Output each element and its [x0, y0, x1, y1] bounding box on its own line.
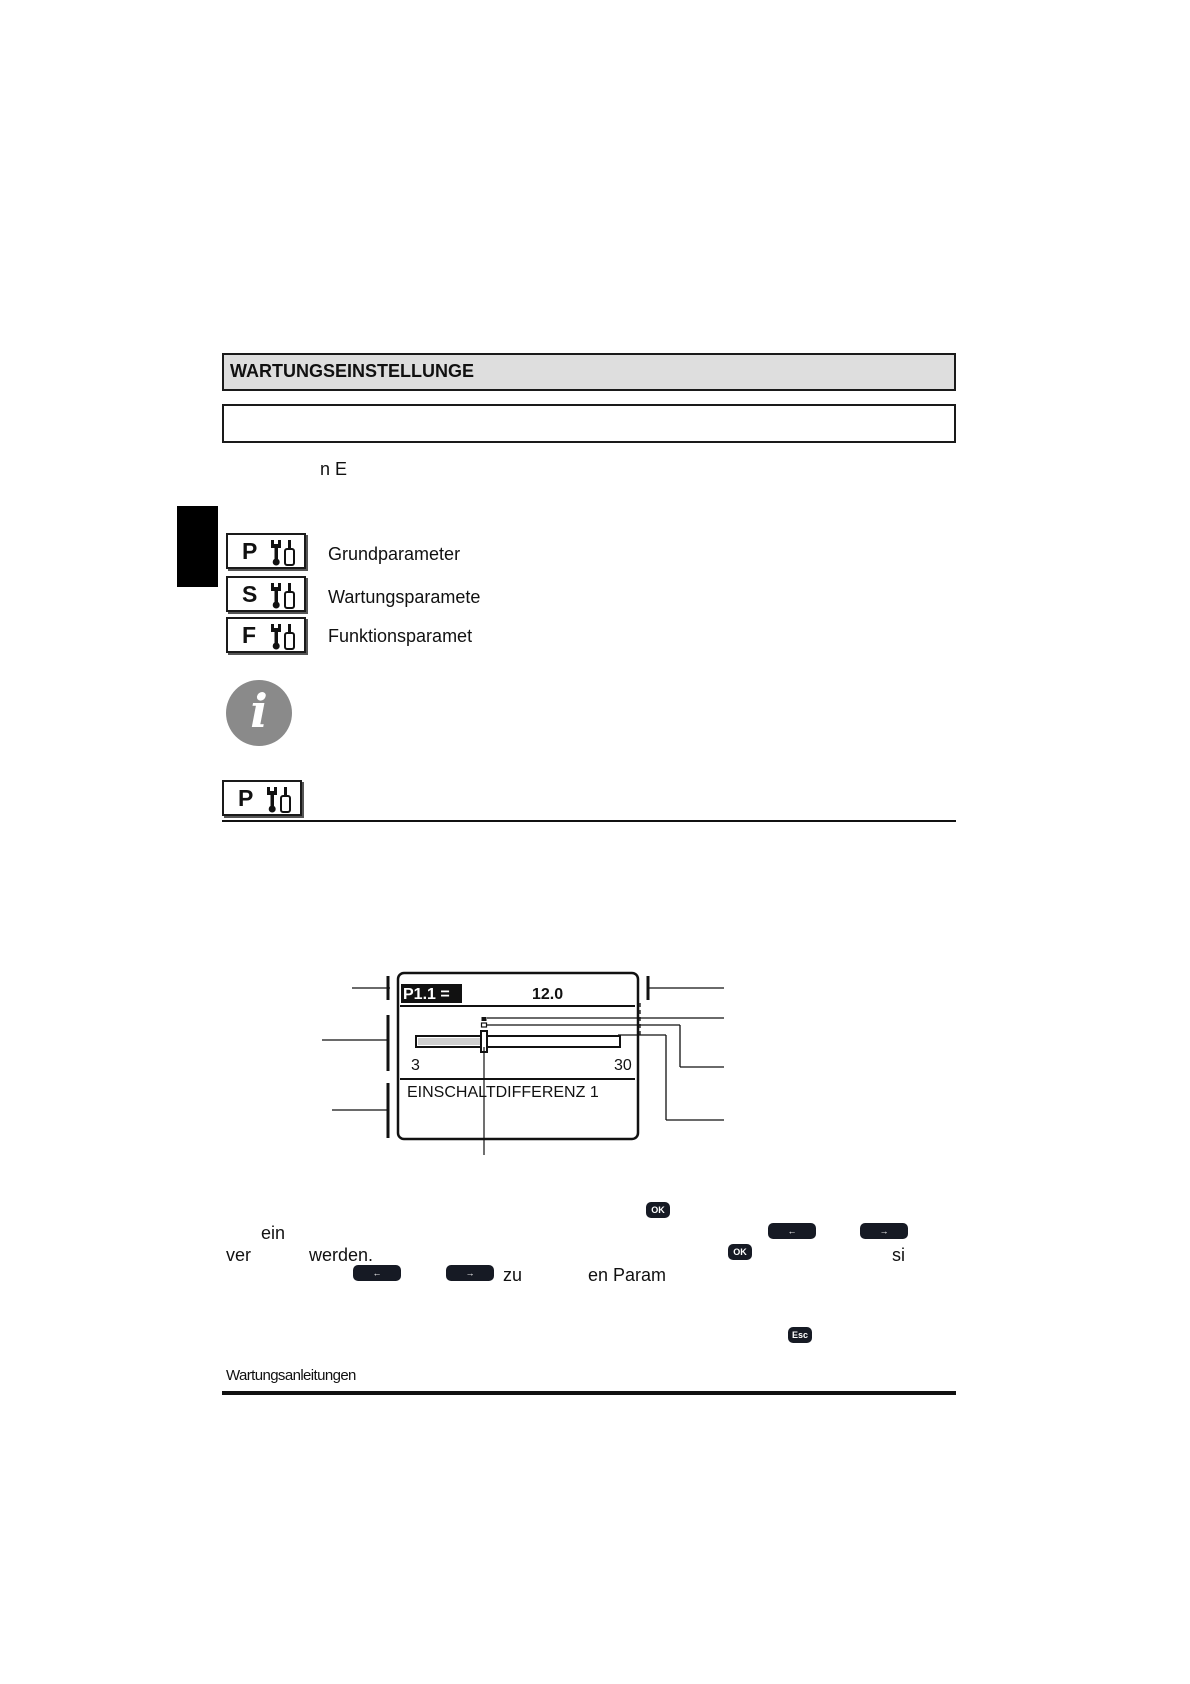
ok-key-icon: OK — [728, 1244, 752, 1260]
instruction-line2-word2: werden. — [309, 1245, 374, 1265]
tools-icon — [264, 787, 294, 813]
param-description-text: EINSCHALTDIFFERENZ 1 — [407, 1084, 599, 1101]
side-tab-marker — [177, 506, 218, 587]
param-group-icon-f — [226, 617, 306, 653]
section-header-box — [222, 353, 956, 391]
left-arrow-key-icon: ← — [768, 1223, 816, 1239]
slider-marker-top — [482, 1017, 487, 1021]
empty-box — [222, 404, 956, 443]
range-max-text: 30 — [614, 1057, 632, 1074]
right-arrow-key-icon: → — [446, 1265, 494, 1281]
param-group-icon-p — [226, 533, 306, 569]
ok-key-icon: OK — [646, 1202, 670, 1218]
footer-rule — [222, 1391, 956, 1395]
instruction-line2-word1: ver — [226, 1245, 252, 1265]
param-group-label-wartung: Wartungsparamete — [328, 587, 481, 607]
section-header-title: WARTUNGSEINSTELLUNGE — [230, 361, 475, 381]
tools-icon — [268, 583, 298, 609]
footer-label: Wartungsanleitungen — [226, 1367, 356, 1384]
param-group-icon-s — [226, 576, 306, 612]
section-rule — [222, 820, 956, 822]
instruction-line3-word2: en Param — [588, 1265, 667, 1285]
left-arrow-key-icon: ← — [353, 1265, 401, 1281]
esc-key-icon: Esc — [788, 1327, 812, 1343]
instruction-line1-word1: ein — [261, 1223, 286, 1243]
slider-fill — [418, 1038, 484, 1045]
instruction-line2-word3: si — [892, 1245, 905, 1265]
tools-icon — [268, 624, 298, 650]
param-group-label-grund: Grundparameter — [328, 544, 461, 564]
instruction-line3-word1: zu — [503, 1265, 523, 1285]
tools-icon — [268, 540, 298, 566]
param-group-letter: P — [242, 538, 258, 564]
param-id-text: P1.1 = — [403, 986, 450, 1003]
section-icon-p — [222, 780, 302, 816]
param-group-label-funktion: Funktionsparamet — [328, 626, 473, 646]
parameter-display-diagram — [300, 955, 740, 1165]
param-group-letter: S — [242, 581, 258, 607]
right-arrow-key-icon: → — [860, 1223, 908, 1239]
param-group-letter: F — [242, 622, 257, 648]
intro-fragment: n E — [320, 459, 348, 479]
slider-marker-mid — [482, 1023, 487, 1027]
param-value-text: 12.0 — [532, 986, 564, 1003]
info-icon: i — [226, 680, 292, 746]
section-letter: P — [238, 785, 254, 811]
range-min-text: 3 — [411, 1057, 420, 1074]
